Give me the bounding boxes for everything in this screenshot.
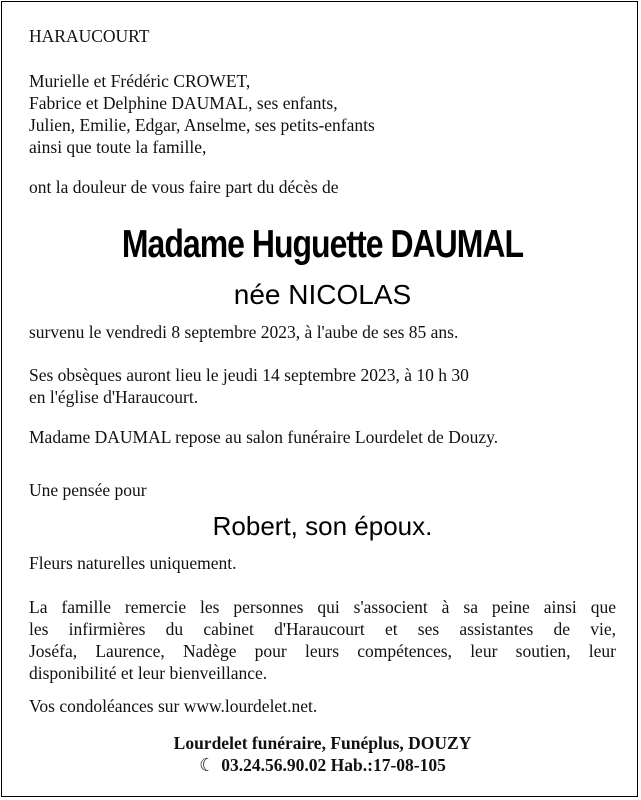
thought-name: Robert, son époux. [212,511,433,541]
funeral-info [29,364,469,408]
family-list [29,70,375,158]
funeral-line: en l'église d'Haraucourt. [29,387,199,407]
family-line: ainsi que toute la famille, [29,137,207,157]
deceased-birth-name: née NICOLAS [233,279,412,310]
thanks-line: disponibilité et leur bienveillance. [29,663,268,683]
flowers-note: Fleurs naturelles uniquement. [29,553,237,573]
footer-company: Lourdelet funéraire, Funéplus, DOUZY [173,733,472,753]
thanks-paragraph [29,596,616,684]
condolences-text: Vos condoléances sur www.lourdelet.net. [29,696,318,716]
thanks-line: les infirmières du cabinet d'Haraucourt et ses assistantes de vie, [29,619,616,639]
location-heading: HARAUCOURT [29,26,150,46]
announcement-text: ont la douleur de vous faire part du décès de [29,177,339,197]
thanks-line: La famille remercie les personnes qui s'associent à sa peine ainsi que [29,597,616,617]
rest-place: Madame DAUMAL repose au salon funéraire Lourdelet de Douzy. [29,427,499,447]
funeral-line: Ses obsèques auront lieu le jeudi 14 septembre 2023, à 10 h 30 [29,365,469,385]
obituary-notice [1,1,638,797]
phone-icon: ☾ [199,755,216,775]
family-line: Murielle et Frédéric CROWET, [29,71,251,91]
footer-phone: 03.24.56.90.02 Hab.:17-08-105 [221,755,446,775]
footer-contact [2,754,641,776]
death-info: survenu le vendredi 8 septembre 2023, à l'aube de ses 85 ans. [29,322,459,342]
family-line: Julien, Emilie, Edgar, Anselme, ses petits-enfants [29,115,375,135]
family-line: Fabrice et Delphine DAUMAL, ses enfants, [29,93,338,113]
thanks-line: Joséfa, Laurence, Nadège pour leurs compétences, leur soutien, leur [29,641,616,661]
thought-intro: Une pensée pour [29,480,147,500]
deceased-name: Madame Huguette DAUMAL [121,223,524,266]
